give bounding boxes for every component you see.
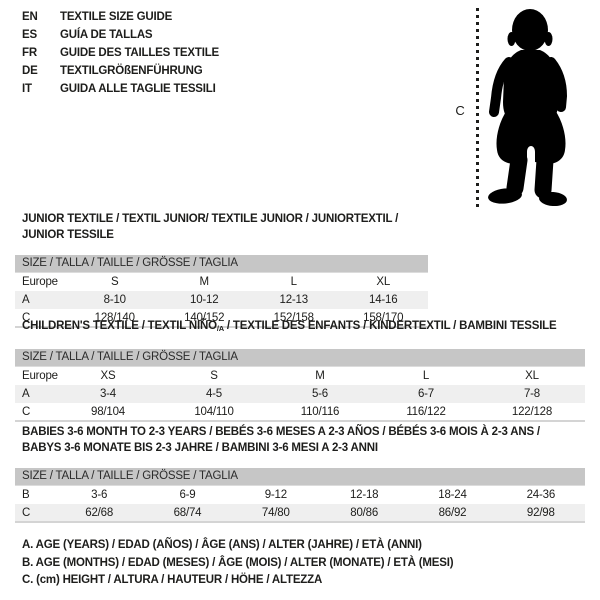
children-size-table: [15, 367, 585, 422]
age-cell: 10-12: [190, 294, 219, 306]
footnote-a: A. AGE (YEARS) / EDAD (AÑOS) / ÂGE (ANS) / ALTER (JAHRE) / ETÀ (ANNI): [22, 539, 422, 551]
size-cell: S: [111, 276, 119, 288]
age-cell: 7-8: [523, 388, 541, 400]
size-cell: M: [199, 276, 209, 288]
language-code: FR: [22, 47, 37, 59]
age-cell: 4-5: [205, 388, 223, 400]
table-row-europe: [15, 367, 585, 385]
row-label-c: C: [22, 405, 31, 418]
size-cell: L: [422, 370, 430, 382]
junior-table-title: JUNIOR TEXTILE / TEXTIL JUNIOR/ TEXTILE JUNIOR / JUNIORTEXTIL / JUNIOR TESSILE: [22, 213, 399, 241]
age-cell: 6-7: [417, 388, 435, 400]
size-cell: S: [210, 370, 218, 382]
title-subscript: /A: [216, 324, 224, 333]
age-cell: 5-6: [311, 388, 329, 400]
height-cell: 158/170: [363, 311, 404, 324]
age-cell: 8-10: [103, 294, 126, 306]
language-title: GUÍA DE TALLAS: [60, 29, 153, 41]
babies-textile-section: [15, 424, 585, 523]
footnote-b: B. AGE (MONTHS) / EDAD (MESES) / ÂGE (MOIS) / ALTER (MONATE) / ETÀ (MESI): [22, 556, 454, 569]
table-row-age-months: [15, 486, 585, 504]
legend-footnotes: [22, 537, 453, 590]
language-row: [22, 26, 219, 44]
height-cell: 74/80: [261, 506, 290, 519]
language-code: IT: [22, 83, 32, 95]
language-row: [22, 80, 219, 98]
row-label-c: C: [22, 311, 31, 324]
row-label-b: B: [22, 489, 30, 501]
title-text: / TEXTILE DES ENFANTS / KINDERTEXTIL / BAMBINI TESSILE: [223, 320, 557, 332]
age-cell: 14-16: [369, 294, 398, 306]
size-cell: L: [290, 276, 297, 288]
height-measure-label-c: C: [455, 103, 465, 118]
size-cell: XL: [376, 276, 391, 288]
row-label-c: C: [22, 506, 31, 519]
age-cell: 9-12: [264, 489, 287, 501]
size-cell: XL: [525, 370, 539, 382]
table-row-europe: [15, 273, 428, 291]
row-label-europe: Europe: [22, 276, 58, 288]
babies-size-header-bar: SIZE / TALLA / TAILLE / GRÖSSE / TAGLIA: [15, 468, 585, 486]
language-title: TEXTILGRÖßENFÜHRUNG: [60, 65, 203, 77]
babies-size-table: [15, 486, 585, 523]
language-title: GUIDE DES TAILLES TEXTILE: [60, 47, 219, 59]
height-cell: 80/86: [350, 506, 379, 519]
table-row-age: [15, 291, 428, 309]
language-row: [22, 62, 219, 80]
height-measure-figure: [440, 0, 600, 215]
height-cell: 86/92: [438, 506, 467, 519]
table-row-age: [15, 385, 585, 403]
babies-table-title: [22, 424, 585, 456]
age-cell: 3-6: [91, 489, 108, 501]
age-cell: 3-4: [99, 388, 117, 400]
height-cell: 68/74: [173, 506, 202, 519]
language-code: EN: [22, 11, 38, 23]
language-code: ES: [22, 29, 37, 41]
language-title: TEXTILE SIZE GUIDE: [60, 11, 173, 23]
height-cell: 92/98: [526, 506, 555, 519]
language-row: [22, 8, 219, 26]
toddler-silhouette-icon: [482, 2, 594, 212]
height-cell: 152/158: [273, 311, 314, 324]
age-cell: 12-18: [349, 489, 379, 501]
language-code: DE: [22, 65, 38, 77]
height-cell: 98/104: [91, 405, 125, 418]
title-line: BABYS 3-6 MONATE BIS 2-3 JAHRE / BAMBINI 3-6 MESI A 2-3 ANNI: [22, 442, 378, 454]
size-cell: XS: [100, 370, 116, 382]
height-measure-dotted-line: [476, 8, 479, 208]
size-cell: M: [315, 370, 325, 382]
junior-textile-section: [15, 211, 428, 328]
row-label-a: A: [22, 294, 30, 306]
language-row: [22, 44, 219, 62]
childrens-textile-section: [15, 318, 585, 422]
row-label-a: A: [22, 388, 30, 400]
age-cell: 12-13: [279, 294, 308, 306]
row-label-europe: Europe: [22, 370, 58, 382]
children-table-title: [22, 318, 585, 337]
height-cell: 116/122: [406, 405, 446, 418]
title-text: CHILDREN'S TEXTILE / TEXTIL NIÑO: [22, 320, 217, 332]
age-cell: 24-36: [526, 489, 556, 501]
height-cell: 128/140: [94, 311, 135, 324]
height-cell: 104/110: [194, 405, 234, 418]
age-cell: 18-24: [438, 489, 467, 501]
table-row-height: [15, 403, 585, 421]
height-cell: 110/116: [300, 405, 340, 418]
height-cell: 62/68: [85, 506, 114, 519]
language-title: GUIDA ALLE TAGLIE TESSILI: [60, 83, 216, 95]
table-row-height: [15, 504, 585, 522]
junior-size-header-bar: SIZE / TALLA / TAILLE / GRÖSSE / TAGLIA: [15, 255, 428, 273]
footnote-c: C. (cm) HEIGHT / ALTURA / HAUTEUR / HÖHE / ALTEZZA: [22, 574, 323, 586]
title-line: BABIES 3-6 MONTH TO 2-3 YEARS / BEBÉS 3-6 MESES A 2-3 AÑOS / BÉBÉS 3-6 MOIS À 2-3 ANS /: [22, 426, 540, 438]
language-list: [22, 8, 219, 98]
children-size-header-bar: SIZE / TALLA / TAILLE / GRÖSSE / TAGLIA: [15, 349, 585, 367]
height-cell: 140/152: [184, 311, 225, 324]
height-cell: 122/128: [511, 405, 553, 418]
age-cell: 6-9: [179, 489, 196, 501]
